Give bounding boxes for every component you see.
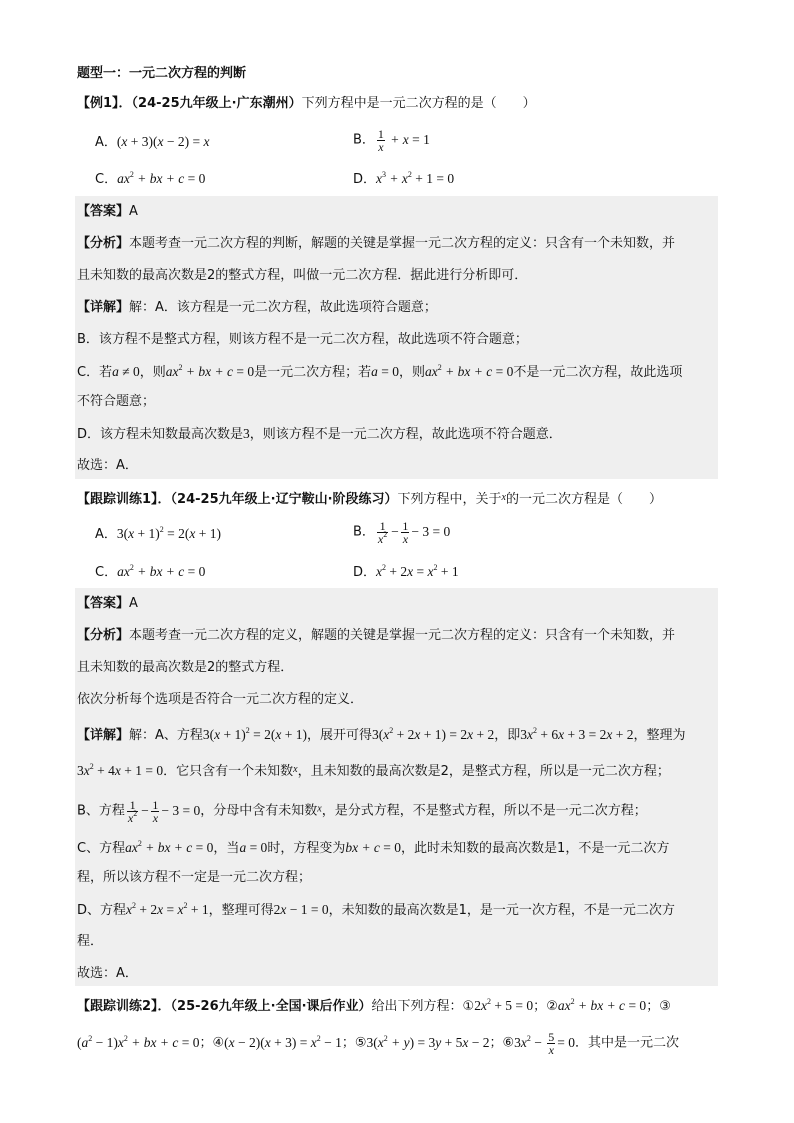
option-a: A．(x + 3)(x − 2) = x <box>95 134 210 150</box>
track1-detail-line-3: B、方程 $\frac{1}{x^2}$ − $\frac{1}{x}$ − 3 = 0，分母中含有未知数$^x$，是分式方程，不是整式方程，所以不是一元二次方程； <box>77 798 647 825</box>
track1-option-c: C．$ax^2$ + bx + c = 0 <box>95 563 206 580</box>
track1-option-d: D．$x^2 + 2x = x^2 + 1$ <box>353 563 459 580</box>
track1-detail-line-5: 程，所以该方程不一定是一元二次方程； <box>77 870 312 885</box>
option-b: B． $\frac{1}{x}$ + x = 1 <box>353 127 430 154</box>
conclusion-line: 故选：A． <box>77 458 138 473</box>
option-d: D．$x^3 + x^2 + 1 = 0$ <box>353 170 455 187</box>
option-c: C．$ax^2$ + bx + c = 0 <box>95 170 206 187</box>
track1-detail-line-4: C、方程$ax^2$ + bx + c = 0，当a = 0时，方程变为bx + c = 0，此时未知数的最高次数是1，不是一元二次方 <box>77 839 670 856</box>
track1-detail-line-7: 程． <box>77 934 104 949</box>
track1-option-a: A．$3(x + 1)^2 = 2(x + 1)$ <box>95 525 221 542</box>
track1-analysis-line-3: 依次分析每个选项是否符合一元二次方程的定义． <box>77 692 364 707</box>
example1-question <box>77 94 536 114</box>
detail-line-2: B．该方程不是整式方程，则该方程不是一元二次方程，故此选项不符合题意； <box>77 332 528 347</box>
example-label: 【例1】 <box>77 96 119 111</box>
track1-question: 【跟踪训练1】．（24-25九年级上·辽宁鞍山·阶段练习）下列方程中，关于$^x$的一元二次方程是（ ） <box>77 492 662 507</box>
detail-line-3: C．若a ≠ 0，则$ax^2$ + bx + c = 0是一元二次方程；若a = 0，则$ax^2$ + bx + c = 0不是一元二次方程，故此选项 <box>77 363 683 380</box>
analysis-line-2: 且未知数的最高次数是2的整式方程，叫做一元二次方程．据此进行分析即可． <box>77 268 528 283</box>
track1-detail-line-6: D、方程$x^2 + 2x = x^2 + 1$，整理可得2x − 1 = 0，未知数的最高次数是1，是一元一次方程，不是一元二次方 <box>77 901 675 918</box>
analysis-line-1: 【分析】本题考查一元二次方程的判断，解题的关键是掌握一元二次方程的定义：只含有一个未知数，并 <box>77 236 676 251</box>
question-text: 下列方程中是一元二次方程的是（ ） <box>301 96 536 111</box>
track1-detail-line-1: 【详解】解：A、方程$3(x + 1)^2 = 2(x + 1)$，展开可得$3(x^2 + 2x + 1) = 2x + 2$，即$3x^2 + 6x + 3 = 2x + 2$，整理为 <box>77 726 686 743</box>
detail-line-4: 不符合题意； <box>77 394 156 409</box>
question-source: ．（24-25九年级上·广东潮州） <box>118 96 302 111</box>
track1-detail-line-2: $3x^2 + 4x + 1 = 0$．它只含有一个未知数$^x$，且未知数的最高次数是2，是整式方程，所以是一元二次方程； <box>77 762 670 779</box>
detail-line-1: 【详解】解：A．该方程是一元二次方程，故此选项符合题意； <box>77 300 437 315</box>
track2-line-1: 【跟踪训练2】．（25-26九年级上·全国·课后作业）给出下列方程：$①2x^2 + 5 = 0$；$②ax^2$ + bx + c = 0；③ <box>77 997 671 1014</box>
track1-answer-line: 【答案】A <box>77 596 138 611</box>
track1-conclusion-line: 故选：A． <box>77 966 138 981</box>
track1-analysis-line-1: 【分析】本题考查一元二次方程的定义，解题的关键是掌握一元二次方程的定义：只含有一个未知数，并 <box>77 628 676 643</box>
section-title: 题型一：一元二次方程的判断 <box>77 66 247 81</box>
answer-line: 【答案】A <box>77 204 138 219</box>
track1-solution-block <box>75 588 718 986</box>
track1-analysis-line-2: 且未知数的最高次数是2的整式方程． <box>77 660 294 675</box>
detail-line-5: D．该方程未知数最高次数是3，则该方程不是一元二次方程，故此选项不符合题意． <box>77 426 562 442</box>
track1-option-b: B． $\frac{1}{x^2}$ − $\frac{1}{x}$ − 3 = 0 <box>353 519 451 546</box>
track2-line-2: $(a^2 - 1)x^2$ + bx + c = 0；④(x − $2)(x + 3) = x^2 - 1$；$⑤3(x^2 + y) = 3y + 5x - 2$；$⑥3x^2$ − $\frac{5}{x}$ = 0．其中是一元二次 <box>77 1030 680 1057</box>
